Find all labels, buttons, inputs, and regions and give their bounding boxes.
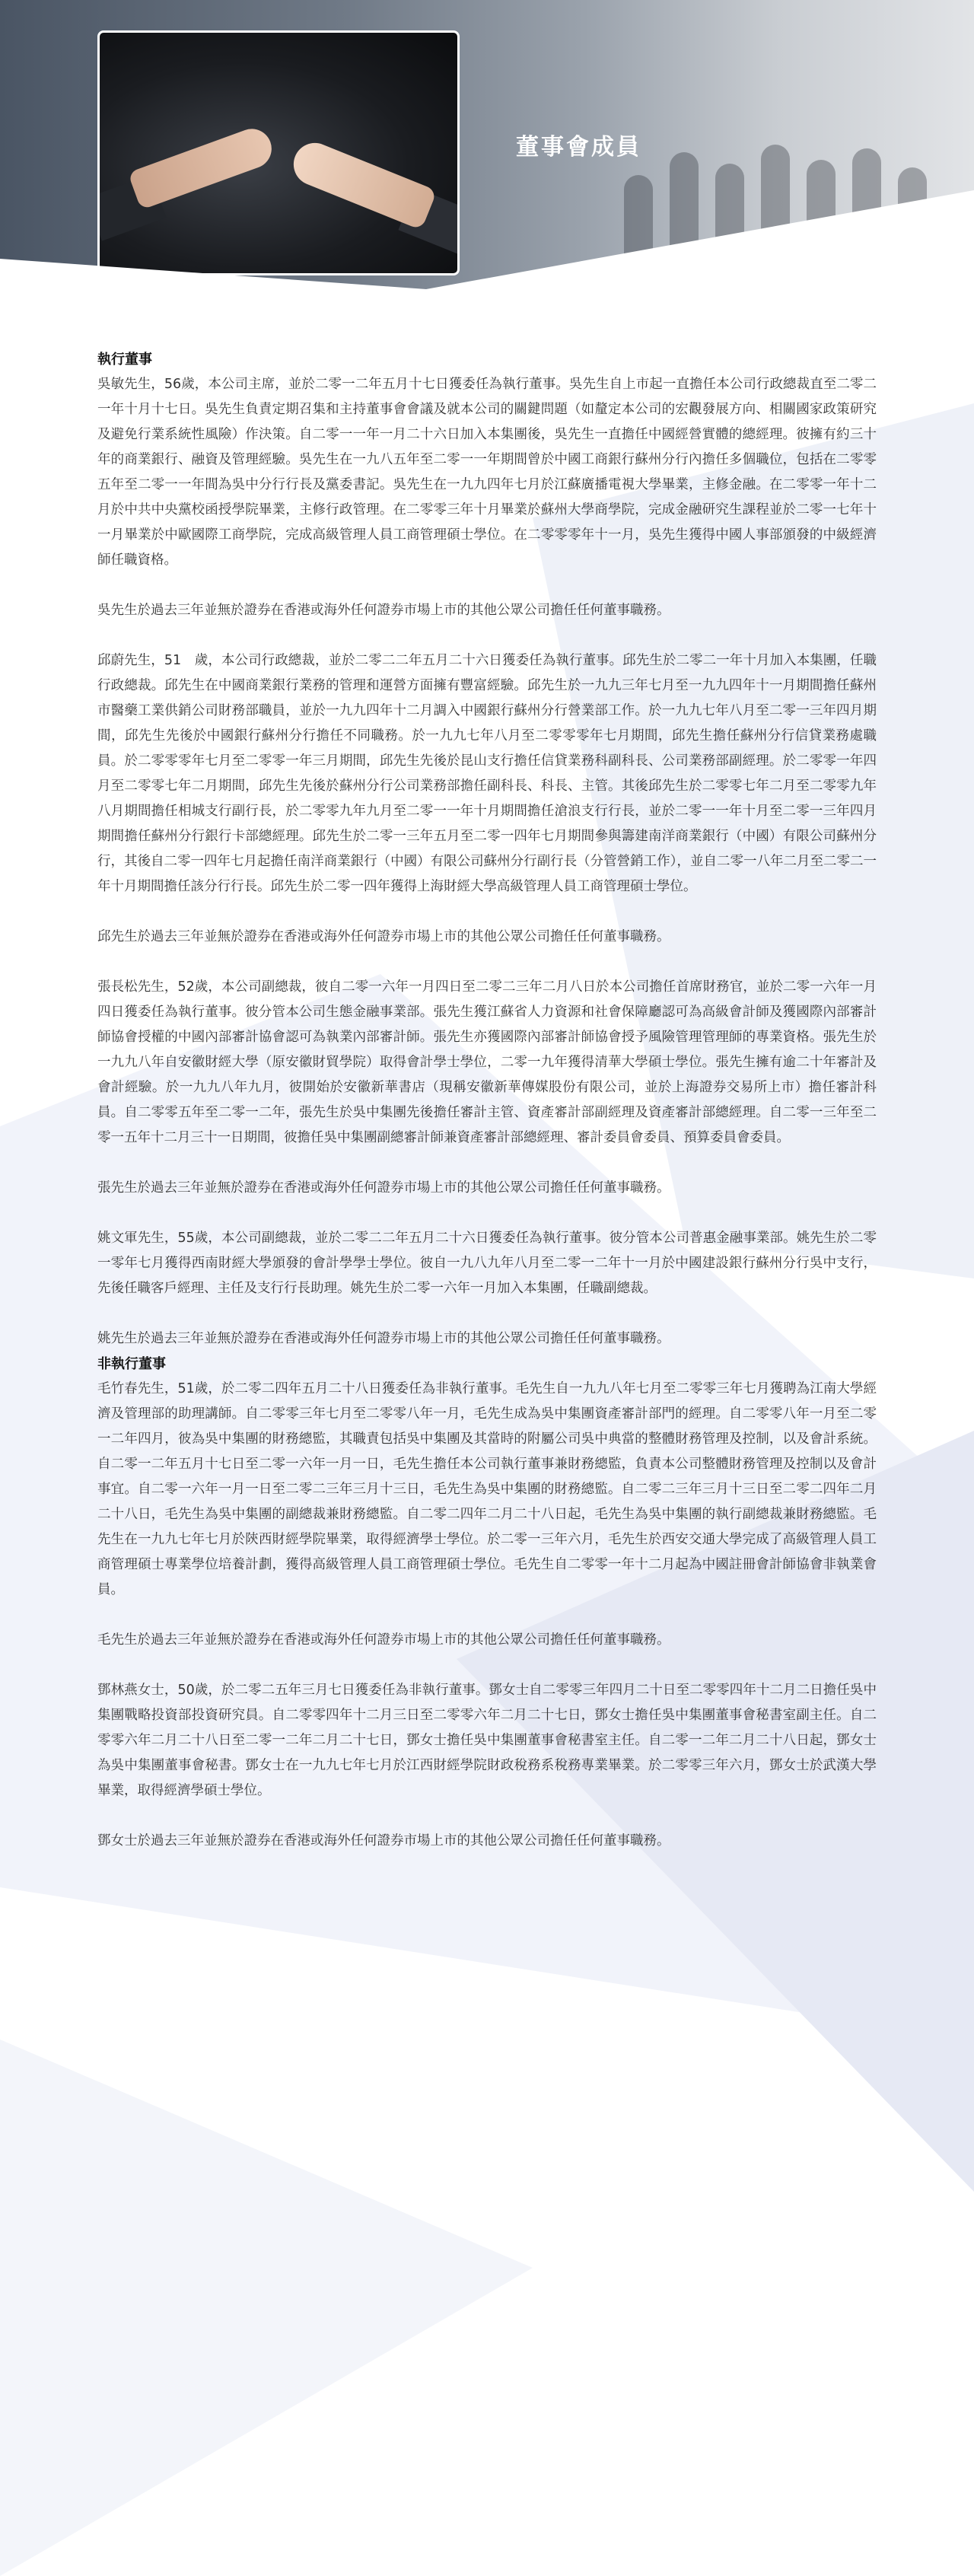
section-non-executive-directors — [97, 1352, 877, 1854]
director-bio-paragraph: 姚文軍先生，55歲，本公司副總裁，並於二零二二年五月二十六日獲委任為執行董事。彼分管本公司普惠金融事業部。姚先生於二零一零年七月獲得西南財經大學頒發的會計學學士學位。彼自一九八九年八月至二零一二年十一月於中國建設銀行蘇州分行吳中支行，先後任職客戶經理、主任及支行行長助理。姚先生於二零一六年一月加入本集團，任職副總裁。 — [97, 1231, 877, 1296]
directorship-statement: 姚先生於過去三年並無於證券在香港或海外任何證券市場上市的其他公眾公司擔任任何董事職務。 — [97, 1331, 670, 1346]
page-title: 董事會成員 — [516, 134, 641, 161]
director-bio-paragraph: 張長松先生，52歲，本公司副總裁，彼自二零一六年一月四日至二零二三年二月八日於本公司擔任首席財務官，並於二零一六年一月四日獲委任為執行董事。彼分管本公司生態金融事業部。張先生獲江蘇省人力資源和社會保障廳認可為高級會計師及獲國際內部審計師協會授權的中國內部審計協會認可為執業內部審計師。張先生亦獲國際內部審計師協會授予風險管理管理師的專業資格。張先生於一九九八年自安徽財經大學（原安徽財貿學院）取得會計學士學位，二零一九年獲得清華大學碩士學位。張先生擁有逾二十年審計及會計經驗。於一九九八年九月，彼開始於安徽新華書店（現稱安徽新華傳媒股份有限公司，並於上海證券交易所上市）擔任審計科員。自二零零五年至二零一二年，張先生於吳中集團先後擔任審計主管、資產審計部副經理及資產審計部總經理。自二零一三年至二零一五年十二月三十一日期間，彼擔任吳中集團副總審計師兼資產審計部總經理、審計委員會委員、預算委員會委員。 — [97, 979, 877, 1145]
section-heading: 非執行董事 — [97, 1356, 166, 1372]
directorship-statement: 吳先生於過去三年並無於證券在香港或海外任何證券市場上市的其他公眾公司擔任任何董事職務。 — [97, 603, 670, 618]
directorship-statement: 邱先生於過去三年並無於證券在香港或海外任何證券市場上市的其他公眾公司擔任任何董事職務。 — [97, 929, 670, 944]
section-heading: 執行董事 — [97, 352, 152, 368]
section-executive-directors — [97, 347, 877, 1352]
directorship-statement: 張先生於過去三年並無於證券在香港或海外任何證券市場上市的其他公眾公司擔任任何董事職務。 — [97, 1180, 670, 1196]
director-bio-paragraph: 鄧林燕女士，50歲，於二零二五年三月七日獲委任為非執行董事。鄧女士自二零零三年四月二十日至二零零四年十二月二日擔任吳中集團戰略投資部投資研究員。自二零零四年十二月三日至二零零六年二月二十七日，鄧女士擔任吳中集團董事會秘書室副主任。自二零零六年二月二十八日至二零一二年二月二十七日，鄧女士擔任吳中集團董事會秘書室主任。自二零一二年二月二十八日起，鄧女士為吳中集團董事會秘書。鄧女士在一九九七年七月於江西財經學院財政稅務系稅務專業畢業。於二零零三年六月，鄧女士於武漢大學畢業，取得經濟學碩士學位。 — [97, 1683, 877, 1798]
director-bio-paragraph: 毛竹春先生，51歲，於二零二四年五月二十八日獲委任為非執行董事。毛先生自一九九八年七月至二零零三年七月獲聘為江南大學經濟及管理部的助理講師。自二零零三年七月至二零零八年一月，毛先生成為吳中集團資產審計部門的經理。自二零零八年一月至二零一二年四月，彼為吳中集團的財務總監，其職責包括吳中集團及其當時的附屬公司吳中典當的整體財務管理及控制，以及會計系統。自二零一二年五月十七日至二零一六年一月一日，毛先生擔任本公司執行董事兼財務總監，負責本公司整體財務管理及控制以及會計事宜。自二零一六年一月一日至二零二三年三月十三日，毛先生為吳中集團的財務總監。自二零二三年三月十三日至二零二四年二月二十八日，毛先生為吳中集團的副總裁兼財務總監。自二零二四年二月二十八日起，毛先生為吳中集團的執行副總裁兼財務總監。毛先生在一九九七年七月於陝西財經學院畢業，取得經濟學士學位。於二零一三年六月，毛先生於西安交通大學完成了高級管理人員工商管理碩士專業學位培養計劃，獲得高級管理人員工商管理碩士學位。毛先生自二零零一年十二月起為中國註冊會計師協會非執業會員。 — [97, 1381, 877, 1597]
directorship-statement: 毛先生於過去三年並無於證券在香港或海外任何證券市場上市的其他公眾公司擔任任何董事職務。 — [97, 1632, 670, 1648]
directorship-statement: 鄧女士於過去三年並無於證券在香港或海外任何證券市場上市的其他公眾公司擔任任何董事職務。 — [97, 1833, 670, 1848]
director-bio-paragraph: 吳敏先生，56歲，本公司主席，並於二零一二年五月十七日獲委任為執行董事。吳先生自上市起一直擔任本公司行政總裁直至二零二一年十月十七日。吳先生負責定期召集和主持董事會會議及就本公司的關鍵問題（如釐定本公司的宏觀發展方向、相關國家政策研究及避免行業系統性風險）作決策。自二零一一年一月二十六日加入本集團後，吳先生一直擔任中國經營實體的總經理。彼擁有約三十年的商業銀行、融資及管理經驗。吳先生在一九八五年至二零一一年期間曾於中國工商銀行蘇州分行內擔任多個職位，包括在二零零五年至二零一一年間為吳中分行行長及黨委書記。吳先生在一九九四年七月於江蘇廣播電視大學畢業，主修金融。在二零零一年十二月於中共中央黨校函授學院畢業，主修行政管理。在二零零三年十月畢業於蘇州大學商學院，完成金融研究生課程並於二零一七年十一月畢業於中歐國際工商學院，完成高級管理人員工商管理碩士學位。在二零零零年十一月，吳先生獲得中國人事部頒發的中級經濟師任職資格。 — [97, 377, 877, 568]
content-area — [97, 347, 877, 1854]
banner-diagonal-edge — [0, 190, 974, 297]
director-bio-paragraph: 邱蔚先生，51 歲，本公司行政總裁，並於二零二二年五月二十六日獲委任為執行董事。邱先生於二零二一年十月加入本集團，任職行政總裁。邱先生在中國商業銀行業務的管理和運營方面擁有豐富經驗。邱先生於一九九三年七月至一九九四年十一月期間擔任蘇州市醫藥工業供銷公司財務部職員，並於一九九四年十二月調入中國銀行蘇州分行營業部工作。於一九九七年八月至二零一三年四月期間，邱先生先後於中國銀行蘇州分行擔任不同職務。於一九九七年八月至二零零零年七月期間，邱先生擔任蘇州分行信貸業務處職員。於二零零零年七月至二零零一年三月期間，邱先生先後於昆山支行擔任信貸業務科副科長、公司業務部副經理。於二零零一年四月至二零零七年二月期間，邱先生先後於蘇州分行公司業務部擔任副科長、科長、主管。其後邱先生於二零零七年二月至二零零九年八月期間擔任相城支行副行長，於二零零九年九月至二零一一年十月期間擔任滄浪支行行長，並於二零一一年十月至二零一三年四月期間擔任蘇州分行銀行卡部總經理。邱先生於二零一三年五月至二零一四年七月期間參與籌建南洋商業銀行（中國）有限公司蘇州分行，其後自二零一四年七月起擔任南洋商業銀行（中國）有限公司蘇州分行副行長（分管營銷工作），並自二零一八年二月至二零二一年十月期間擔任該分行行長。邱先生於二零一四年獲得上海財經大學高級管理人員工商管理碩士學位。 — [97, 653, 877, 894]
